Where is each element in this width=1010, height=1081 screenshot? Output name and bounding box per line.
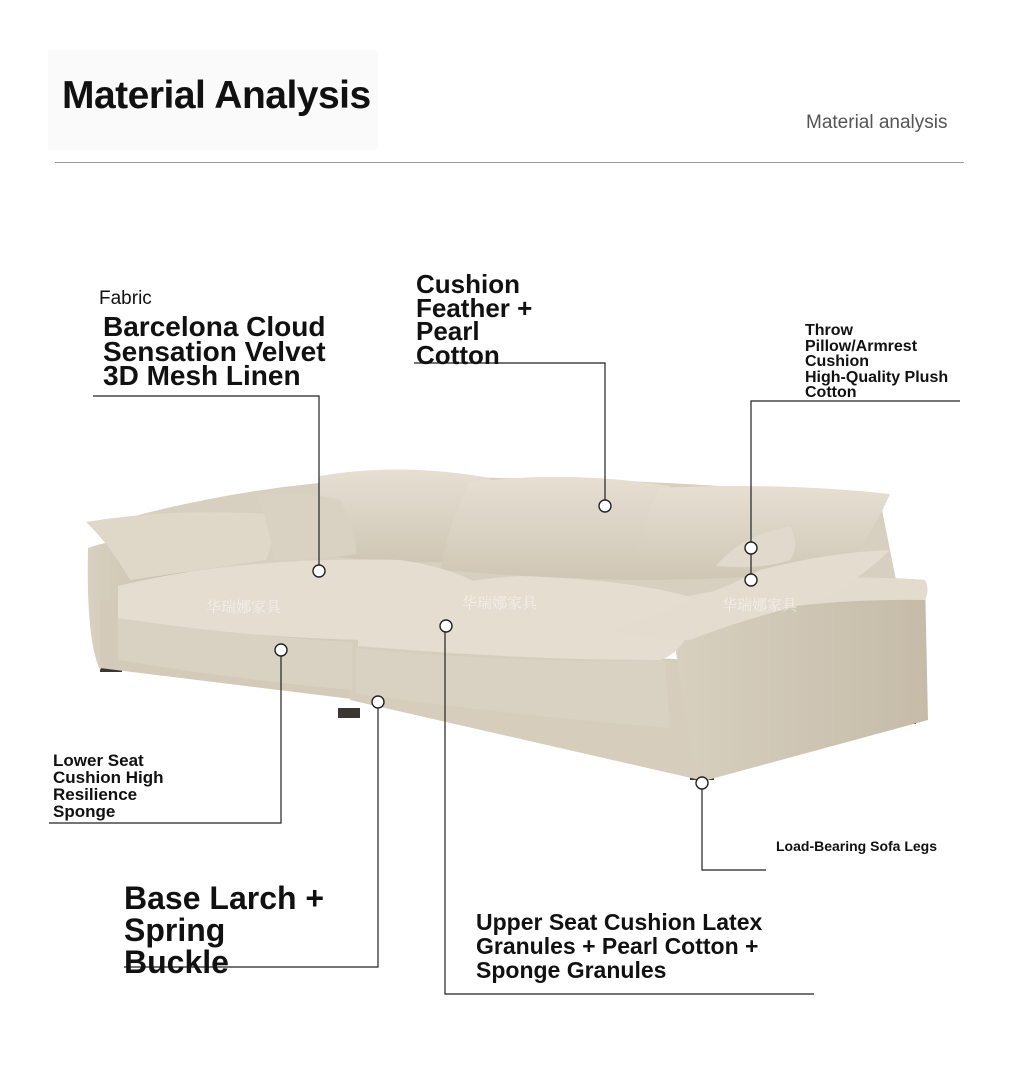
lower-seat-line: Resilience: [53, 785, 138, 804]
base-line: Buckle: [124, 944, 229, 980]
lower-seat-line: Lower Seat: [53, 751, 144, 770]
fabric-line: Barcelona Cloud: [103, 311, 326, 342]
throw-pillow-line: High-Quality Plush: [805, 368, 949, 386]
cushion-label: [416, 269, 533, 370]
leader-line-cushion: [414, 363, 605, 505]
throw-pillow-line: Cotton: [805, 384, 857, 401]
base-line: Spring: [124, 912, 226, 948]
throw-pillow-line: Throw: [805, 322, 853, 339]
base-line: Base Larch +: [124, 880, 325, 916]
fabric-heading: Fabric: [99, 288, 152, 309]
upper-seat-line: Granules + Pearl Cotton +: [476, 933, 759, 959]
legs-label: Load-Bearing Sofa Legs: [776, 838, 938, 854]
upper-seat-line: Upper Seat Cushion Latex: [476, 909, 763, 935]
marker-dot-icon: [275, 644, 287, 656]
leader-line-fabric: [93, 396, 319, 570]
cushion-line: Cotton: [416, 339, 500, 370]
cushion-line: Feather +: [416, 292, 533, 323]
leader-line-throw-pillow: [751, 401, 960, 580]
throw-pillow-line: Pillow/Armrest: [805, 337, 918, 355]
marker-dot-icon: [696, 777, 708, 789]
cushion-line: Cushion: [416, 269, 520, 299]
lower-seat-label: [53, 752, 163, 820]
lower-seat-line: Cushion High: [53, 768, 164, 787]
cushion-line: Pearl: [416, 316, 480, 346]
marker-dot-icon: [745, 574, 757, 586]
fabric-line: 3D Mesh Linen: [103, 360, 301, 391]
marker-dot-icon: [745, 542, 757, 554]
upper-seat-label: [476, 910, 762, 982]
base-label: [124, 882, 324, 978]
marker-dot-icon: [599, 500, 611, 512]
throw-pillow-label: [805, 323, 948, 401]
marker-dot-icon: [313, 565, 325, 577]
page-subtitle: Material analysis: [806, 112, 948, 133]
upper-seat-line: Sponge Granules: [476, 957, 667, 983]
marker-dot-icon: [440, 620, 452, 632]
fabric-line: Sensation Velvet: [103, 335, 326, 367]
lower-seat-line: Sponge: [53, 802, 116, 821]
fabric-label: [103, 311, 326, 391]
watermark: 华瑞娜家具: [206, 598, 282, 616]
throw-pillow-line: Cushion: [805, 353, 869, 370]
watermark: 华瑞娜家具: [722, 596, 798, 614]
leader-line-legs: [702, 783, 766, 870]
watermark: 华瑞娜家具: [462, 594, 538, 612]
marker-dot-icon: [372, 696, 384, 708]
page-title: Material Analysis: [62, 74, 371, 117]
